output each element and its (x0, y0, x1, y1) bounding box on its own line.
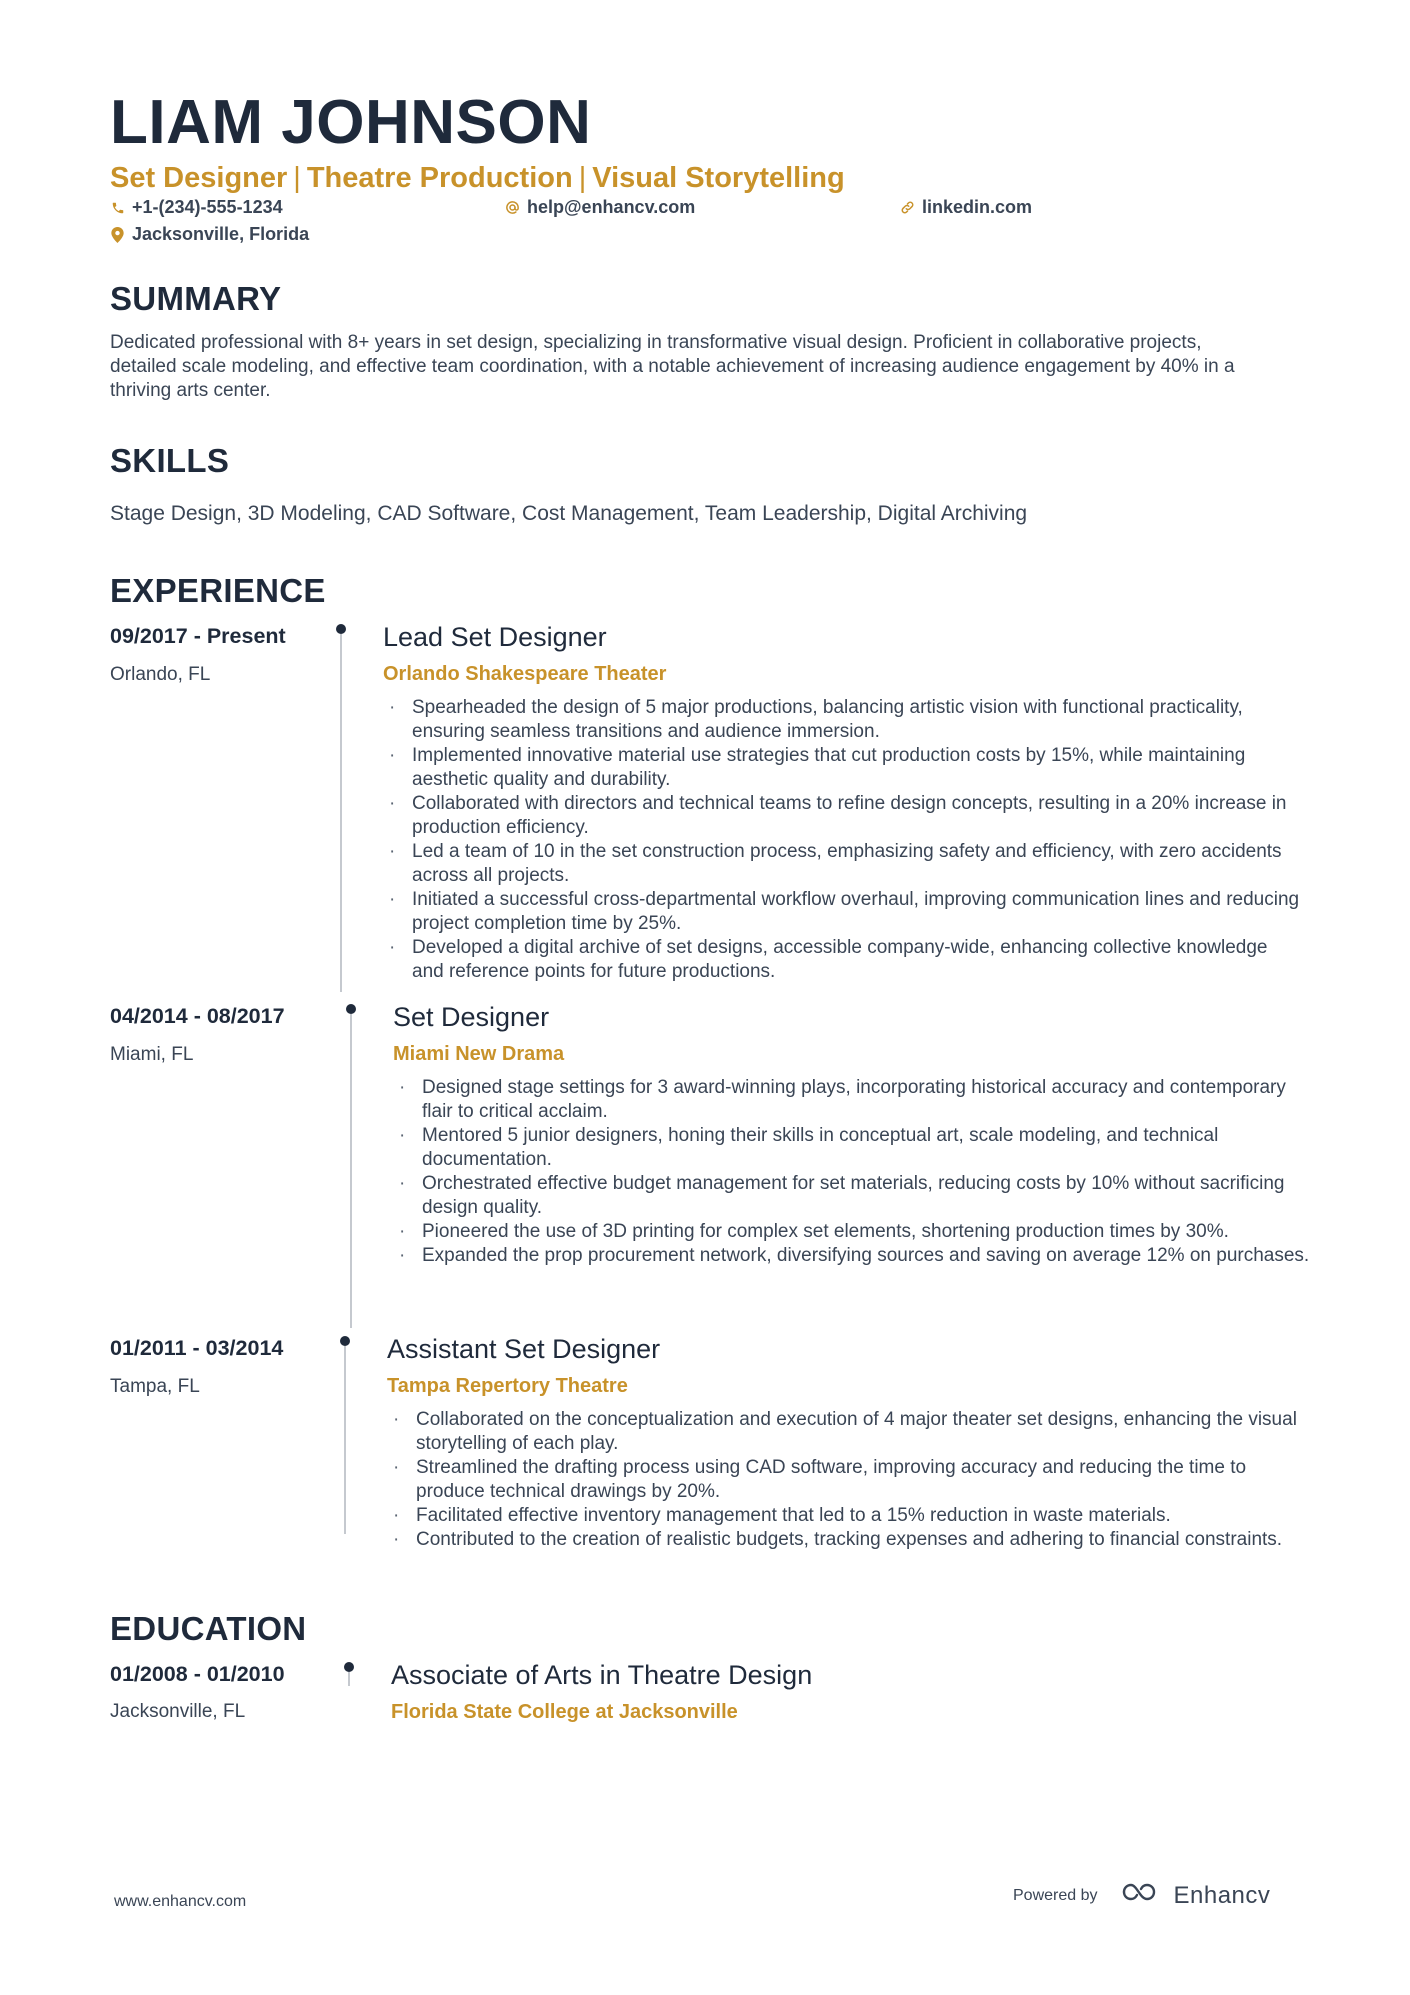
job-location: Tampa, FL (110, 1376, 200, 1397)
bullet-item: · Expanded the prop procurement network, diversifying sources and saving on average 12% on purchases. (393, 1244, 1313, 1268)
bullet-item: · Orchestrated effective budget management for set materials, reducing costs by 10% without sacrificing design quality. (393, 1172, 1313, 1220)
footer-branding (1013, 1880, 1270, 1911)
education-heading: EDUCATION (110, 1610, 307, 1647)
timeline-dot (340, 1336, 350, 1346)
email-text: help@enhancv.com (527, 197, 696, 217)
summary-heading: SUMMARY (110, 280, 282, 317)
education-location: Jacksonville, FL (110, 1701, 246, 1722)
enhancv-logo-icon (1120, 1880, 1164, 1911)
link-icon (900, 199, 915, 216)
timeline-line (350, 1014, 352, 1328)
education-dates: 01/2008 - 01/2010 (110, 1662, 285, 1686)
company-name: Orlando Shakespeare Theater (383, 663, 667, 685)
summary-text: Dedicated professional with 8+ years in set design, specializing in transformative visual design. Proficient in collaborative projects, detailed scale modeling, and effective team coordination, with a notable achievement of increasing audience engagement by 40% in a thriving arts center. (110, 332, 1235, 401)
tagline-separator: | (578, 162, 587, 194)
phone-icon (110, 199, 125, 216)
footer-website[interactable]: www.enhancv.com (114, 1893, 247, 1910)
contact-phone (110, 197, 283, 218)
company-name: Miami New Drama (393, 1043, 565, 1065)
bullet-item: · Designed stage settings for 3 award-winning plays, incorporating historical accuracy and contemporary flair to critical acclaim. (393, 1076, 1313, 1124)
brand-name: Enhancv (1173, 1881, 1271, 1909)
contact-linkedin[interactable] (900, 197, 1032, 218)
location-text: Jacksonville, Florida (132, 224, 310, 244)
at-icon (505, 199, 520, 216)
job-location: Miami, FL (110, 1044, 194, 1065)
timeline-line (340, 634, 342, 992)
bullet-item: · Spearheaded the design of 5 major productions, balancing artistic vision with functional practicality, ensuring seamless transitions and audience immersion. (383, 696, 1303, 744)
timeline-dot (344, 1662, 354, 1672)
tagline-separator: | (293, 162, 301, 194)
experience-heading: EXPERIENCE (110, 572, 326, 609)
bullet-item: · Led a team of 10 in the set construction process, emphasizing safety and efficiency, with zero accidents across all projects. (383, 840, 1303, 888)
bullet-item: · Developed a digital archive of set designs, accessible company-wide, enhancing collective knowledge and reference points for future productions. (383, 936, 1303, 984)
contact-email[interactable] (505, 197, 695, 218)
bullet-item: · Facilitated effective inventory management that led to a 15% reduction in waste materials. (387, 1504, 1307, 1528)
job-title: Assistant Set Designer (387, 1334, 661, 1364)
job-dates: 01/2011 - 03/2014 (110, 1336, 284, 1360)
job-location: Orlando, FL (110, 664, 211, 685)
skills-heading: SKILLS (110, 442, 230, 479)
job-title: Lead Set Designer (383, 622, 607, 652)
tagline-item: Set Designer (110, 162, 288, 194)
phone-text: +1-(234)-555-1234 (132, 197, 283, 217)
bullet-item: · Streamlined the drafting process using CAD software, improving accuracy and reducing the time to produce technical drawings by 20%. (387, 1456, 1307, 1504)
bullet-item: · Collaborated on the conceptualization and execution of 4 major theater set designs, enhancing the visual storytelling of each play. (387, 1408, 1307, 1456)
job-bullets (387, 1408, 1307, 1552)
contact-location (110, 224, 309, 245)
job-dates: 09/2017 - Present (110, 624, 286, 648)
company-name: Tampa Repertory Theatre (387, 1375, 628, 1397)
degree-title: Associate of Arts in Theatre Design (391, 1660, 813, 1690)
timeline-line (348, 1672, 350, 1686)
job-title: Set Designer (393, 1002, 550, 1032)
map-pin-icon (110, 226, 125, 243)
brand-logo[interactable] (1120, 1880, 1271, 1911)
timeline-line (344, 1346, 346, 1534)
tagline-item: Theatre Production (306, 162, 573, 194)
job-dates: 04/2014 - 08/2017 (110, 1004, 285, 1028)
job-bullets (383, 696, 1303, 984)
bullet-item: · Mentored 5 junior designers, honing their skills in conceptual art, scale modeling, and technical documentation. (393, 1124, 1313, 1172)
linkedin-text: linkedin.com (922, 197, 1033, 217)
skills-text: Stage Design, 3D Modeling, CAD Software, Cost Management, Team Leadership, Digital Archiving (110, 502, 1028, 525)
tagline (110, 162, 845, 195)
powered-by-label: Powered by (1013, 1886, 1098, 1904)
bullet-item: · Initiated a successful cross-departmental workflow overhaul, improving communication lines and reducing project completion time by 25%. (383, 888, 1303, 936)
bullet-item: · Collaborated with directors and technical teams to refine design concepts, resulting in a 20% increase in production efficiency. (383, 792, 1303, 840)
timeline-dot (346, 1004, 356, 1014)
candidate-name: LIAM JOHNSON (110, 88, 592, 157)
job-bullets (393, 1076, 1313, 1268)
bullet-item: · Pioneered the use of 3D printing for complex set elements, shortening production times by 30%. (393, 1220, 1313, 1244)
school-name: Florida State College at Jacksonville (391, 1701, 738, 1723)
bullet-item: · Implemented innovative material use strategies that cut production costs by 15%, while maintaining aesthetic quality and durability. (383, 744, 1303, 792)
bullet-item: · Contributed to the creation of realistic budgets, tracking expenses and adhering to financial constraints. (387, 1528, 1307, 1552)
tagline-item: Visual Storytelling (592, 162, 845, 194)
timeline-dot (336, 624, 346, 634)
